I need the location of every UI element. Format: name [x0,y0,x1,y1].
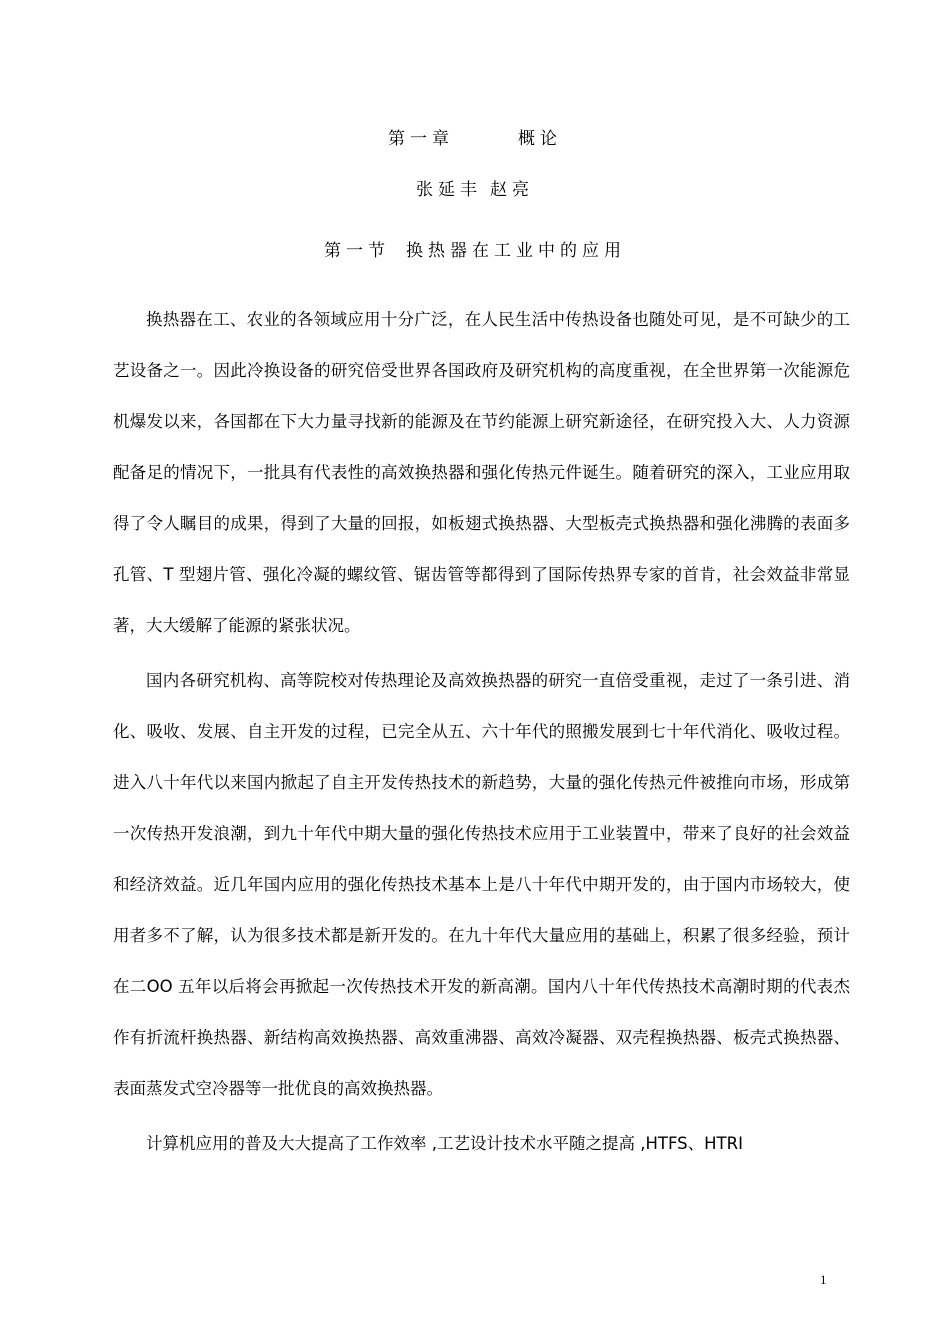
author-name: 赵亮 [490,180,534,200]
paragraph: 换热器在工、农业的各领域应用十分广泛，在人民生活中传热设备也随处可见，是不可缺少的工艺设备之一。因此冷换设备的研究倍受世界各国政府及研究机构的高度重视，在全世界第一次能源危机爆发以来，各国都在下大力量寻找新的能源及在节约能源上研究新途径，在研究投入大、人力资源配备足的情况下，一批具有代表性的高效换热器和强化传热元件诞生。随着研究的深入，工业应用取得了令人瞩目的成果，得到了大量的回报，如板翅式换热器、大型板壳式换热器和强化沸腾的表面多孔管、T 型翅片管、强化冷凝的螺纹管、锯齿管等都得到了国际传热界专家的首肯，社会效益非常显著，大大缓解了能源的紧张状况。 [113,310,850,635]
chapter-title: 概论 [518,129,562,149]
section-title: 换热器在工业中的应用 [406,241,626,261]
authors-line [0,175,950,200]
author-name: 张延丰 [416,180,482,200]
section-heading [0,236,950,261]
body-text [113,294,850,1173]
section-number: 第一节 [324,241,390,261]
paragraph: 国内各研究机构、高等院校对传热理论及高效换热器的研究一直倍受重视，走过了一条引进、消化、吸收、发展、自主开发的过程，已完全从五、六十年代的照搬发展到七十年代消化、吸收过程。进入八十年代以来国内掀起了自主开发传热技术的新趋势，大量的强化传热元件被推向市场，形成第一次传热开发浪潮，到九十年代中期大量的强化传热技术应用于工业装置中，带来了良好的社会效益和经济效益。近几年国内应用的强化传热技术基本上是八十年代中期开发的，由于国内市场较大，使用者多不了解，认为很多技术都是新开发的。在九十年代大量应用的基础上，积累了很多经验，预计在二OO 五年以后将会再掀起一次传热技术开发的新高潮。国内八十年代传热技术高潮时期的代表杰作有折流杆换热器、新结构高效换热器、高效重沸器、高效冷凝器、双壳程换热器、板壳式换热器、表面蒸发式空冷器等一批优良的高效换热器。 [113,671,850,1098]
chapter-heading [0,124,950,149]
chapter-number: 第一章 [388,129,454,149]
paragraph: 计算机应用的普及大大提高了工作效率 ,工艺设计技术水平随之提高 ,HTFS、HTRI [146,1134,743,1153]
page-number: 1 [820,1272,827,1287]
